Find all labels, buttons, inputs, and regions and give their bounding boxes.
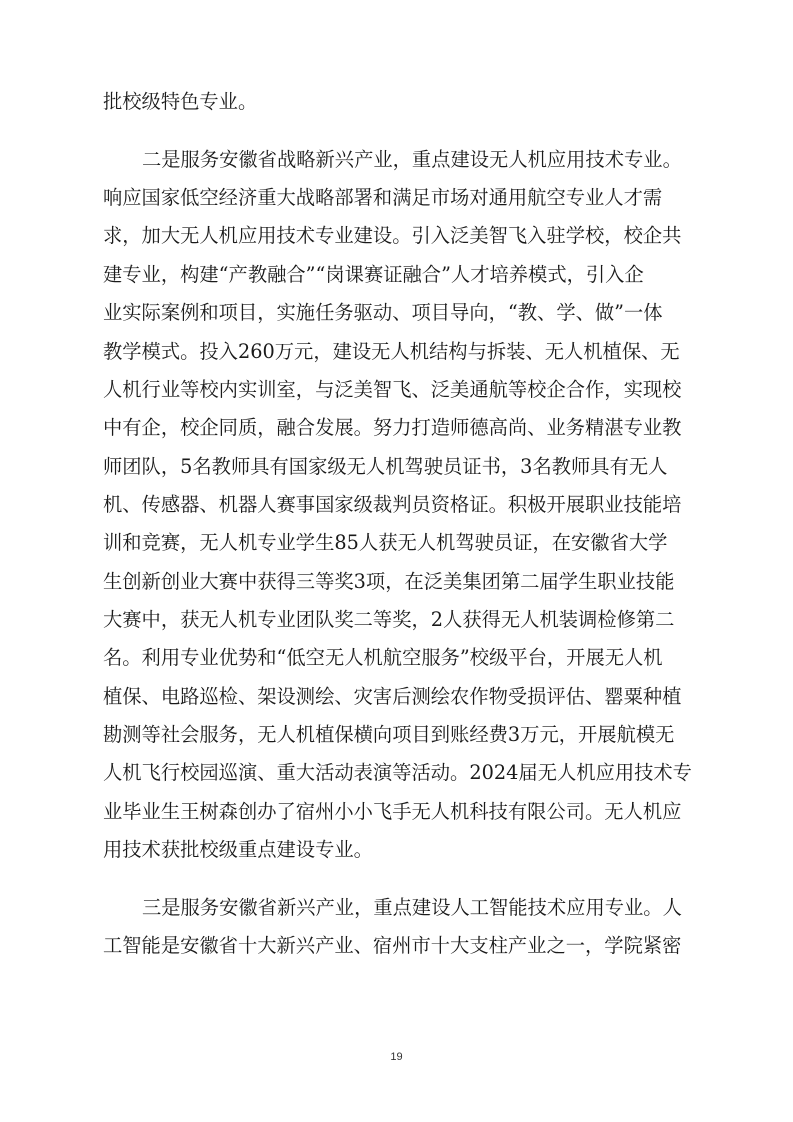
- text-line: 大赛中，获无人机专业团队奖二等奖，2人获得无人机装调检修第二: [103, 608, 675, 631]
- paragraph-first-line: 二是服务安徽省战略新兴产业，重点建设无人机应用技术专业。: [142, 148, 682, 171]
- text-line: 业毕业生王树森创办了宿州小小飞手无人机科技有限公司。无人机应: [103, 800, 682, 823]
- text-line: 机、传感器、机器人赛事国家级裁判员资格证。积极开展职业技能培: [103, 493, 682, 516]
- text-line: 人机行业等校内实训室，与泛美智飞、泛美通航等校企合作，实现校: [103, 378, 682, 401]
- text-line: 师团队，5名教师具有国家级无人机驾驶员证书，3名教师具有无人: [103, 455, 668, 478]
- text-line: 植保、电路巡检、架设测绘、灾害后测绘农作物受损评估、罂粟种植: [103, 685, 682, 708]
- text-line: 用技术获批校级重点建设专业。: [103, 838, 373, 861]
- text-line: 求，加大无人机应用技术专业建设。引入泛美智飞入驻学校，校企共: [103, 224, 682, 247]
- text-line: 生创新创业大赛中获得三等奖3项，在泛美集团第二届学生职业技能: [103, 570, 675, 593]
- text-line: 业实际案例和项目，实施任务驱动、项目导向，“教、学、做”一体: [103, 301, 663, 324]
- text-line: 名。利用专业优势和“低空无人机航空服务”校级平台，开展无人机: [103, 646, 663, 669]
- text-line: 中有企，校企同质，融合发展。努力打造师德高尚、业务精湛专业教: [103, 416, 682, 439]
- text-line: 训和竞赛，无人机专业学生85人获无人机驾驶员证，在安徽省大学: [103, 531, 668, 554]
- text-line: 人机飞行校园巡演、重大活动表演等活动。2024届无人机应用技术专: [103, 761, 692, 784]
- text-line: 建专业，构建“产教融合”“岗课赛证融合”人才培养模式，引入企: [103, 263, 644, 286]
- page-number: 19: [390, 1051, 403, 1063]
- text-line: 勘测等社会服务，无人机植保横向项目到账经费3万元，开展航模无: [103, 723, 675, 746]
- text-line: 工智能是安徽省十大新兴产业、宿州市十大支柱产业之一，学院紧密: [103, 934, 682, 957]
- text-line: 教学模式。投入260万元，建设无人机结构与拆装、无人机植保、无: [103, 340, 680, 363]
- text-line: 响应国家低空经济重大战略部署和满足市场对通用航空专业人才需: [103, 186, 663, 209]
- paragraph-first-line: 三是服务安徽省新兴产业，重点建设人工智能技术应用专业。人: [142, 896, 682, 919]
- text-line: 批校级特色专业。: [103, 90, 258, 113]
